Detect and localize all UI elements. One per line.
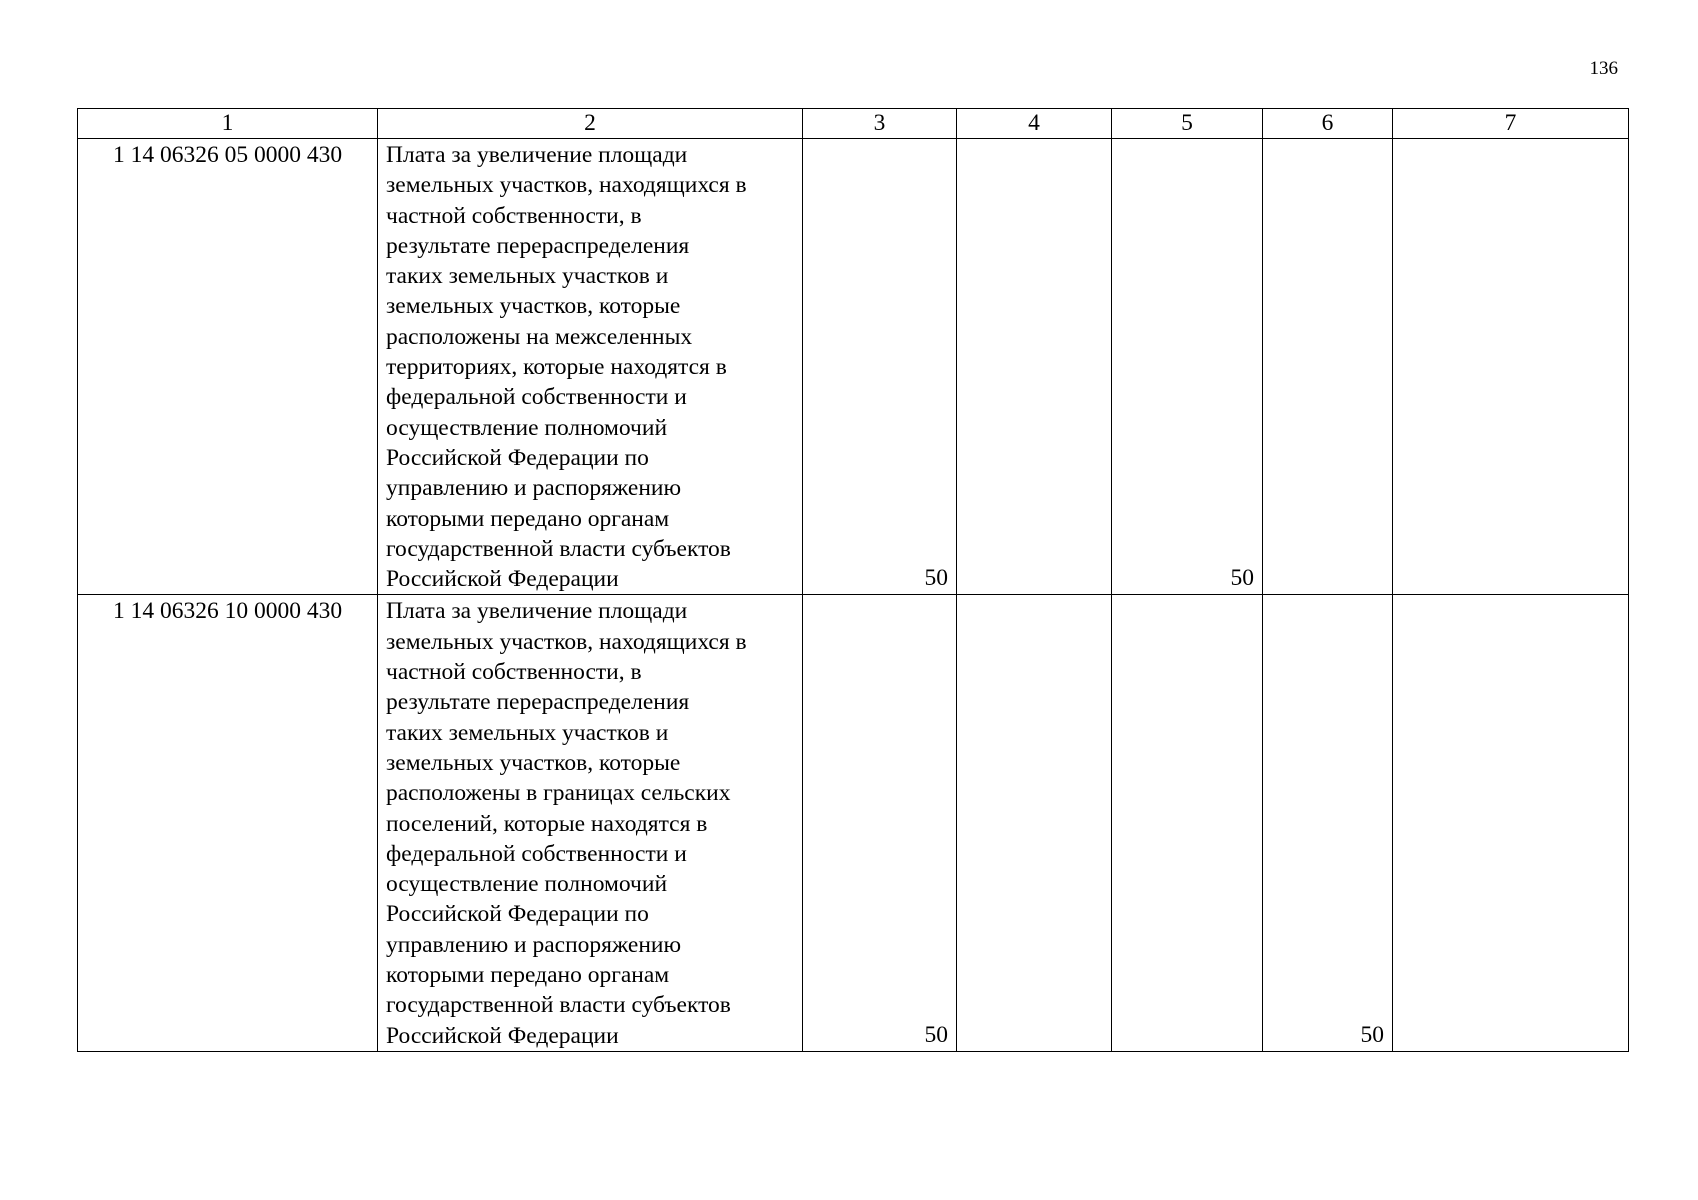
budget-classification-code: 1 14 06326 10 0000 430 xyxy=(78,595,378,1051)
column-header-6: 6 xyxy=(1263,109,1393,139)
value-col-3: 50 xyxy=(803,139,957,595)
table-row xyxy=(78,139,1629,595)
column-header-1: 1 xyxy=(78,109,378,139)
page-number: 136 xyxy=(1589,58,1618,79)
revenue-description: Плата за увеличение площади земельных участков, находящихся в частной собственности, в результате перераспределения таких земельных участков и земельных участков, которые расположены в границах сельских поселений, которые находятся в федеральной собственности и осуществление полномочий Российской Федерации по управлению и распоряжению которыми передано органам государственной власти субъектов Российской Федерации xyxy=(378,595,803,1051)
column-header-3: 3 xyxy=(803,109,957,139)
table-row xyxy=(78,595,1629,1051)
value-col-4 xyxy=(957,595,1112,1051)
value-col-4 xyxy=(957,139,1112,595)
budget-classification-code: 1 14 06326 05 0000 430 xyxy=(78,139,378,595)
value-col-6: 50 xyxy=(1263,595,1393,1051)
column-header-2: 2 xyxy=(378,109,803,139)
value-col-5: 50 xyxy=(1112,139,1263,595)
revenue-table xyxy=(77,108,1629,1052)
column-header-4: 4 xyxy=(957,109,1112,139)
table-header-row xyxy=(78,109,1629,139)
revenue-description: Плата за увеличение площади земельных участков, находящихся в частной собственности, в результате перераспределения таких земельных участков и земельных участков, которые расположены на межселенных территориях, которые находятся в федеральной собственности и осуществление полномочий Российской Федерации по управлению и распоряжению которыми передано органам государственной власти субъектов Российской Федерации xyxy=(378,139,803,595)
value-col-7 xyxy=(1393,139,1629,595)
value-col-5 xyxy=(1112,595,1263,1051)
column-header-7: 7 xyxy=(1393,109,1629,139)
value-col-7 xyxy=(1393,595,1629,1051)
value-col-6 xyxy=(1263,139,1393,595)
column-header-5: 5 xyxy=(1112,109,1263,139)
value-col-3: 50 xyxy=(803,595,957,1051)
